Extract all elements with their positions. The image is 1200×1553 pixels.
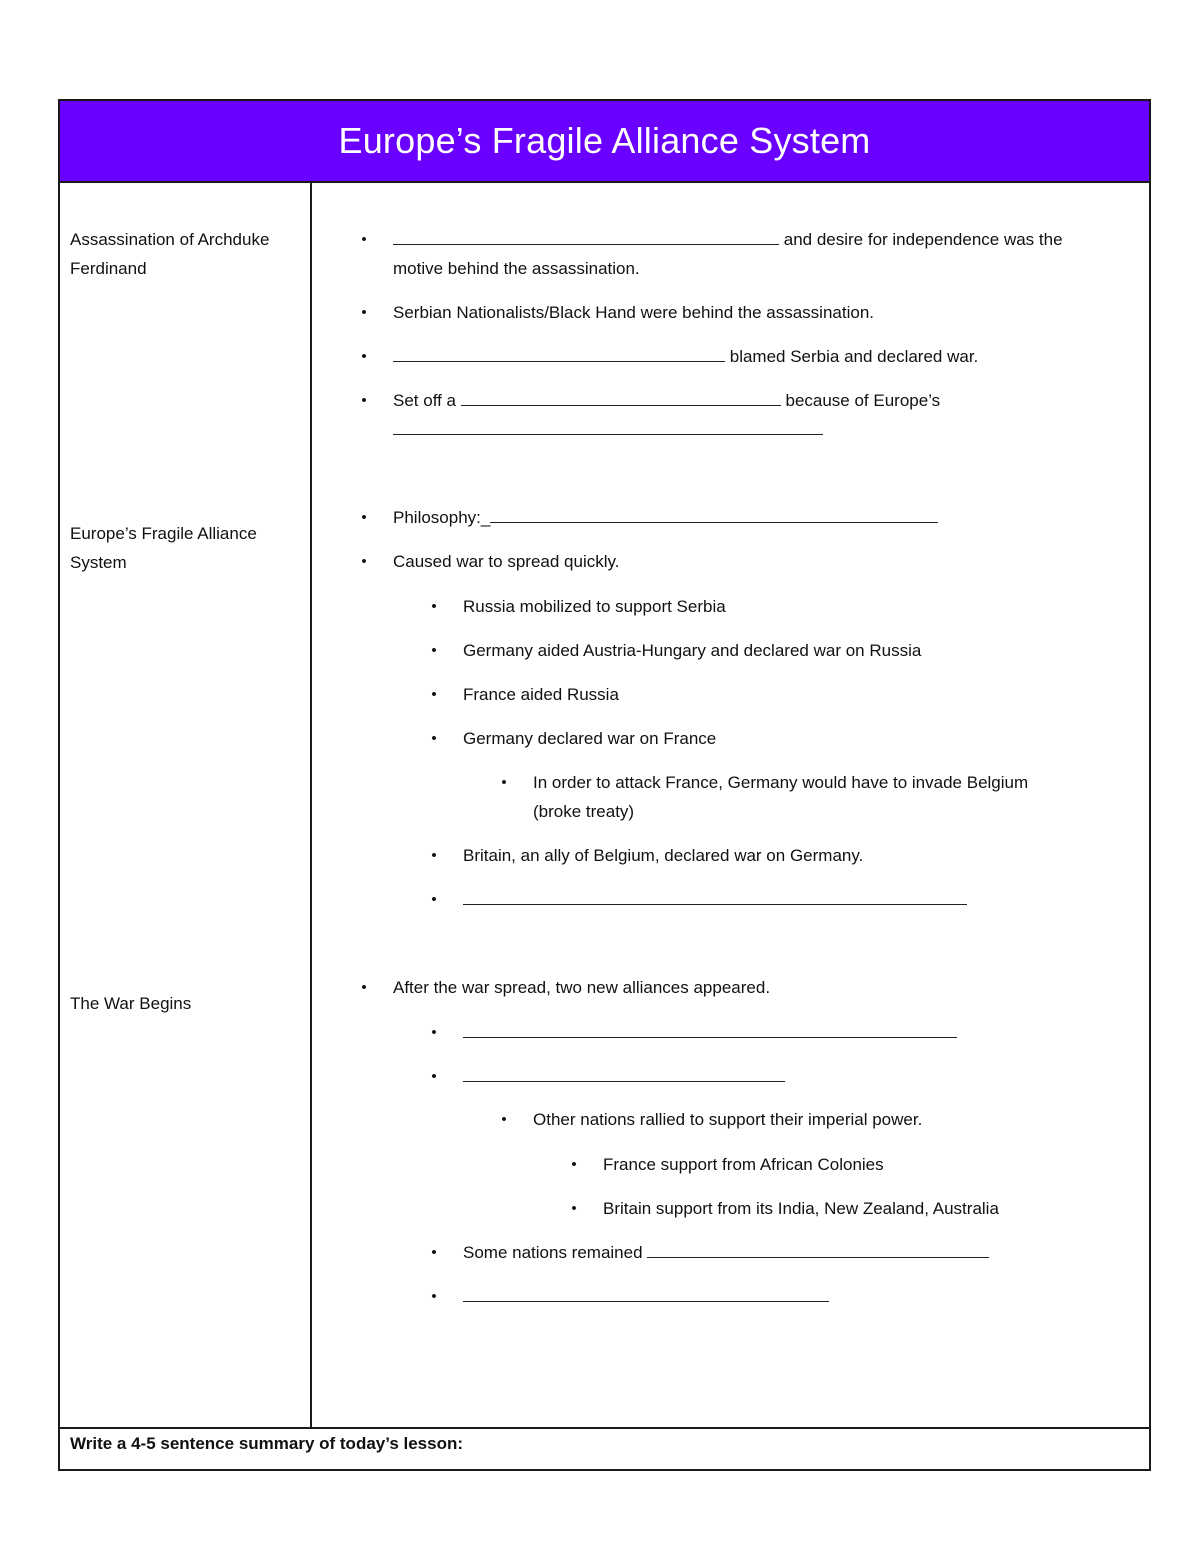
item-text: Caused war to spread quickly. (393, 552, 620, 571)
bullet-icon: • (361, 304, 367, 321)
list-item-continuation (533, 797, 634, 826)
bullet-icon: • (431, 1244, 437, 1261)
item-text: Serbian Nationalists/Black Hand were behind the assassination. (393, 303, 874, 322)
list-item (431, 841, 864, 870)
list-item (361, 547, 620, 576)
answer-blank[interactable] (393, 228, 779, 245)
bullet-icon: • (431, 847, 437, 864)
list-item (361, 225, 1063, 254)
item-text: Other nations rallied to support their imperial power. (533, 1110, 923, 1129)
bullet-icon: • (571, 1200, 577, 1217)
bullet-icon: • (501, 1111, 507, 1128)
summary-prompt[interactable]: Write a 4-5 sentence summary of today’s lesson: (70, 1434, 464, 1453)
list-item (431, 724, 717, 753)
item-text: (broke treaty) (533, 802, 635, 821)
topic-alliance-system: Europe’s Fragile Alliance System (70, 524, 257, 572)
list-item (361, 386, 941, 415)
list-item-continuation (393, 254, 640, 283)
bullet-icon: • (431, 1024, 437, 1041)
item-text: Set off a (393, 391, 457, 410)
answer-blank[interactable] (463, 888, 967, 905)
bullet-icon: • (361, 348, 367, 365)
header-bar (60, 101, 1149, 183)
answer-blank[interactable] (463, 1065, 785, 1082)
bullet-icon: • (431, 1288, 437, 1305)
item-text: Britain support from its India, New Zealand, Australia (603, 1199, 999, 1218)
bullet-icon: • (431, 891, 437, 908)
bullet-icon: • (431, 730, 437, 747)
item-text: blamed Serbia and declared war. (729, 347, 979, 366)
bullet-icon: • (431, 686, 437, 703)
bullet-icon: • (361, 231, 367, 248)
list-item (361, 298, 874, 327)
item-text: Britain, an ally of Belgium, declared war on Germany. (463, 846, 864, 865)
list-item (501, 768, 1029, 797)
list-item (431, 680, 619, 709)
list-item (361, 342, 979, 371)
item-text: Germany aided Austria-Hungary and declared war on Russia (463, 641, 922, 660)
worksheet-table (58, 99, 1151, 1471)
list-item (571, 1194, 999, 1223)
list-item (431, 1018, 957, 1047)
bullet-icon: • (361, 979, 367, 996)
bullet-icon: • (431, 1068, 437, 1085)
answer-blank[interactable] (393, 345, 725, 362)
answer-blank[interactable] (393, 418, 823, 435)
bullet-icon: • (361, 553, 367, 570)
item-text: In order to attack France, Germany would have to invade Belgium (533, 773, 1029, 792)
item-text: because of Europe’s (785, 391, 941, 410)
list-item-continuation (393, 415, 823, 444)
list-item (431, 636, 922, 665)
list-item (361, 973, 771, 1002)
item-text: Some nations remained (463, 1243, 643, 1262)
answer-blank[interactable] (463, 1285, 829, 1302)
topic-war-begins: The War Begins (70, 994, 192, 1013)
item-text: and desire for independence was the (783, 230, 1063, 249)
item-text: After the war spread, two new alliances appeared. (393, 978, 771, 997)
answer-blank[interactable] (490, 506, 938, 523)
list-item (501, 1105, 923, 1134)
topic-assassination: Assassination of Archduke Ferdinand (70, 230, 270, 278)
bullet-icon: • (571, 1156, 577, 1173)
list-item (361, 503, 938, 532)
bullet-icon: • (501, 774, 507, 791)
item-text: Philosophy:_ (393, 508, 491, 527)
item-text: France aided Russia (463, 685, 619, 704)
list-item (571, 1150, 884, 1179)
bullet-icon: • (361, 509, 367, 526)
item-text: Russia mobilized to support Serbia (463, 597, 726, 616)
column-divider (310, 181, 312, 1427)
item-text: France support from African Colonies (603, 1155, 884, 1174)
answer-blank[interactable] (463, 1021, 957, 1038)
list-item (431, 1282, 829, 1311)
list-item (431, 1062, 785, 1091)
worksheet-title: Europe’s Fragile Alliance System (338, 120, 871, 161)
bullet-icon: • (361, 392, 367, 409)
answer-blank[interactable] (461, 389, 781, 406)
answer-blank[interactable] (647, 1241, 989, 1258)
bullet-icon: • (431, 598, 437, 615)
list-item (431, 592, 726, 621)
list-item (431, 1238, 989, 1267)
item-text: motive behind the assassination. (393, 259, 640, 278)
bullet-icon: • (431, 642, 437, 659)
item-text: Germany declared war on France (463, 729, 717, 748)
list-item (431, 885, 967, 914)
